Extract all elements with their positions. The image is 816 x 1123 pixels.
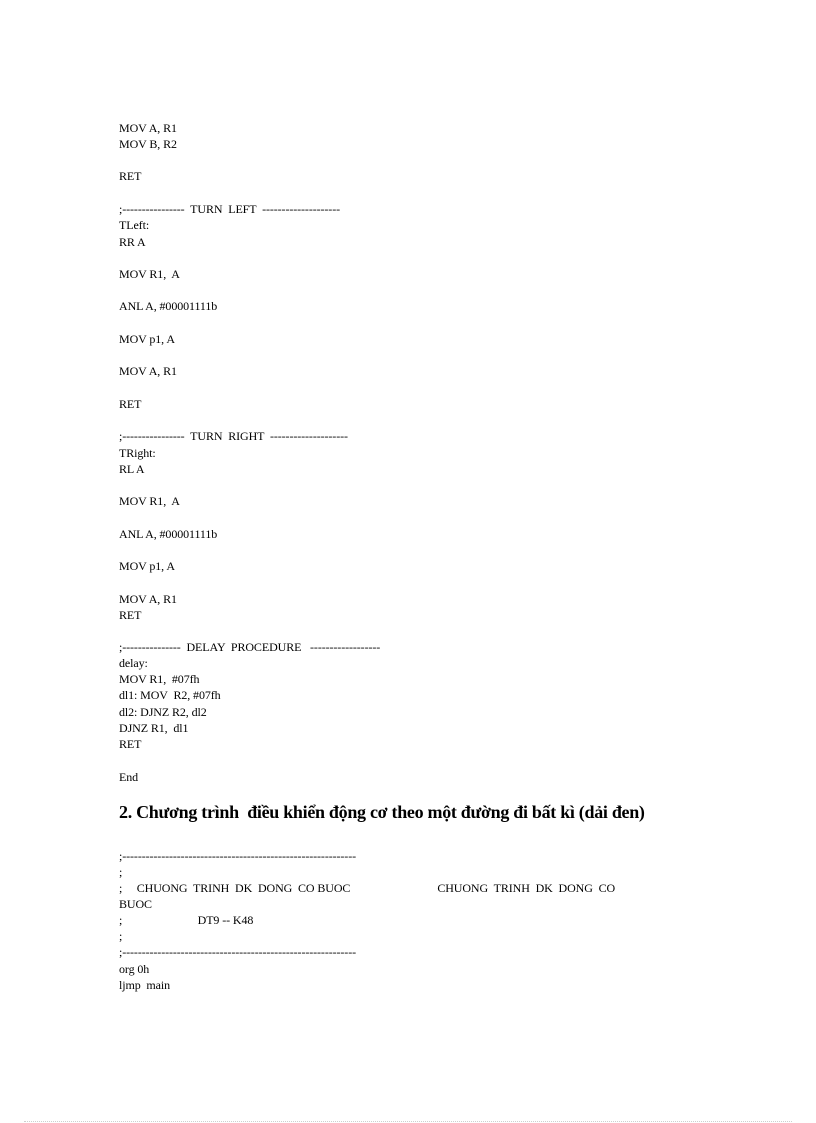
comment-line: ; xyxy=(119,929,123,943)
label-line: TRight: xyxy=(119,446,156,460)
code-line: End xyxy=(119,770,139,784)
code-line: MOV B, R2 xyxy=(119,137,177,151)
code-line: ANL A, #00001111b xyxy=(119,527,218,541)
code-line: MOV p1, A xyxy=(119,559,175,573)
comment-line: ; xyxy=(119,865,123,879)
code-line: org 0h xyxy=(119,962,150,976)
code-line: MOV A, R1 xyxy=(119,364,177,378)
label-line: delay: xyxy=(119,656,148,670)
code-line: ljmp main xyxy=(119,978,170,992)
code-line: dl1: MOV R2, #07fh xyxy=(119,688,221,702)
code-line: MOV p1, A xyxy=(119,332,175,346)
comment-line: ;--------------- DELAY PROCEDURE ------------------ xyxy=(119,640,381,654)
comment-line: ;---------------- TURN LEFT -------------------- xyxy=(119,202,340,216)
code-line: RET xyxy=(119,737,142,751)
code-line: MOV A, R1 xyxy=(119,121,177,135)
code-line: DJNZ R1, dl1 xyxy=(119,721,189,735)
comment-line: BUOC xyxy=(119,897,152,911)
code-line: RL A xyxy=(119,462,145,476)
comment-line: ; CHUONG TRINH DK DONG CO BUOC CHUONG TRINH DK DONG CO xyxy=(119,881,616,895)
code-line: dl2: DJNZ R2, dl2 xyxy=(119,705,207,719)
section-heading: 2. Chương trình điều khiển động cơ theo một đường đi bất kì (dải đen) xyxy=(119,802,645,822)
label-line: TLeft: xyxy=(119,218,150,232)
code-line: RR A xyxy=(119,235,146,249)
page-bottom-border xyxy=(24,1121,792,1122)
code-line: MOV R1, A xyxy=(119,494,180,508)
comment-line: ;------------------------------------------------------------ xyxy=(119,945,357,959)
comment-line: ; DT9 -- K48 xyxy=(119,913,254,927)
code-line: RET xyxy=(119,608,142,622)
code-line: MOV R1, A xyxy=(119,267,180,281)
code-line: MOV R1, #07fh xyxy=(119,672,200,686)
code-line: MOV A, R1 xyxy=(119,592,177,606)
code-line: RET xyxy=(119,169,142,183)
code-line: RET xyxy=(119,397,142,411)
comment-line: ;---------------- TURN RIGHT -------------------- xyxy=(119,429,348,443)
code-line: ANL A, #00001111b xyxy=(119,299,218,313)
comment-line: ;------------------------------------------------------------ xyxy=(119,849,357,863)
